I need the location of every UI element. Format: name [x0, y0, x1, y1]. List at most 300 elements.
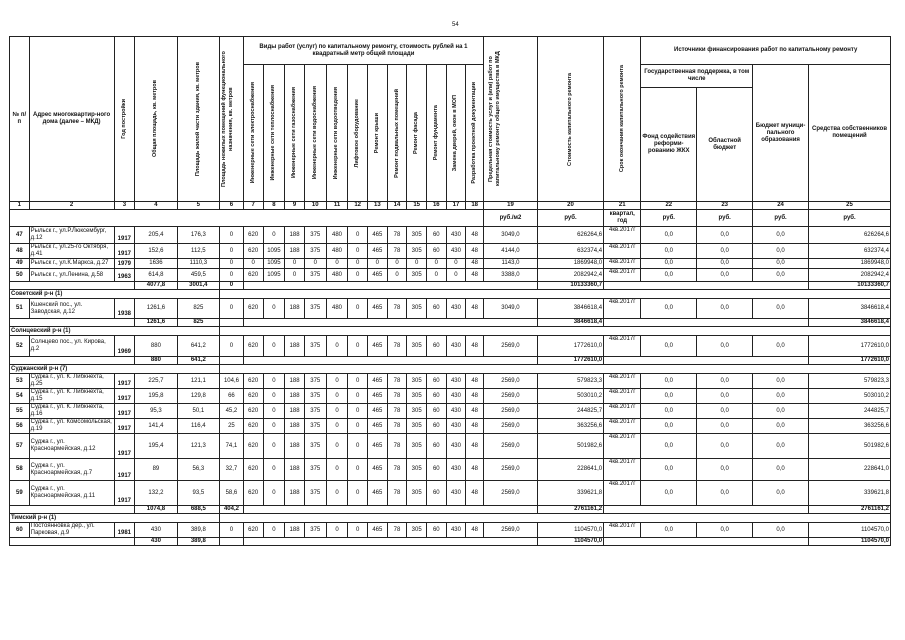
row-address: Суджа г., ул. К. Либкнехта, д.15 — [29, 389, 114, 404]
row-fund: 0,0 — [641, 404, 697, 419]
row-work-cost-10: 430 — [446, 227, 466, 244]
row-work-cost-5: 0 — [348, 404, 368, 419]
row-owners: 626264,6 — [809, 227, 891, 244]
row-work-cost-10: 430 — [446, 459, 466, 481]
row-max-cost: 2569,0 — [484, 374, 538, 389]
row-work-cost-0: 620 — [243, 244, 263, 259]
column-number: 9 — [285, 202, 305, 210]
row-work-cost-9: 60 — [426, 434, 446, 459]
row-work-cost-10: 430 — [446, 374, 466, 389]
row-total-area: 152,6 — [135, 244, 177, 259]
subtotal-works-spacer — [243, 282, 537, 290]
row-number: 57 — [10, 434, 30, 459]
row-number: 49 — [10, 259, 30, 269]
subtotal-spacer — [10, 319, 135, 327]
row-work-cost-0: 620 — [243, 299, 263, 319]
row-work-cost-10: 430 — [446, 389, 466, 404]
row-deadline: 4кв.2017г — [604, 259, 641, 269]
row-max-cost: 2569,0 — [484, 336, 538, 357]
column-number: 19 — [484, 202, 538, 210]
table-row — [10, 299, 891, 319]
row-living-area: 56,3 — [177, 459, 219, 481]
row-max-cost: 2569,0 — [484, 459, 538, 481]
row-total-area: 1261,6 — [135, 299, 177, 319]
row-work-cost-3: 375 — [304, 434, 326, 459]
row-max-cost: 3049,0 — [484, 227, 538, 244]
header-work-11: Разработка проектной документации — [471, 82, 478, 184]
row-year: 1981 — [114, 523, 135, 538]
row-nonres-area: 0 — [220, 259, 244, 269]
section-spacer — [220, 290, 891, 299]
row-municipal: 0,0 — [753, 244, 809, 259]
header-work-0-cell — [243, 65, 263, 202]
row-work-cost-8: 305 — [407, 404, 427, 419]
subtotal-total-area: 1074,8 — [135, 506, 177, 514]
header-row-1 — [10, 37, 891, 65]
row-work-cost-8: 305 — [407, 419, 427, 434]
row-fund: 0,0 — [641, 389, 697, 404]
row-total-area: 195,8 — [135, 389, 177, 404]
row-living-area: 112,5 — [177, 244, 219, 259]
row-work-cost-0: 620 — [243, 227, 263, 244]
subtotal-total-area: 4077,8 — [135, 282, 177, 290]
header-municipal: Бюджет муници-пального образования — [753, 65, 809, 202]
subtotal-living-area: 688,5 — [177, 506, 219, 514]
column-number: 15 — [407, 202, 427, 210]
row-work-cost-6: 465 — [368, 374, 388, 389]
row-work-cost-2: 188 — [285, 389, 305, 404]
column-number: 16 — [426, 202, 446, 210]
row-nonres-area: 32,7 — [220, 459, 244, 481]
row-year: 1917 — [114, 419, 135, 434]
subtotal-living-area: 825 — [177, 319, 219, 327]
row-work-cost-0: 620 — [243, 434, 263, 459]
row-work-cost-11: 48 — [466, 259, 484, 269]
row-regional: 0,0 — [697, 481, 753, 506]
row-work-cost-10: 430 — [446, 481, 466, 506]
row-living-area: 176,3 — [177, 227, 219, 244]
row-work-cost-5: 0 — [348, 481, 368, 506]
row-fund: 0,0 — [641, 244, 697, 259]
header-work-7-cell — [387, 65, 407, 202]
row-fund: 0,0 — [641, 481, 697, 506]
row-address: Солнцево пос., ул. Кирова, д.2 — [29, 336, 114, 357]
subtotal-spacer — [10, 506, 135, 514]
row-owners: 228641,0 — [809, 459, 891, 481]
row-repair-cost: 626264,6 — [537, 227, 603, 244]
row-deadline: 4кв.2017г — [604, 523, 641, 538]
row-address: Суджа г., ул. Красноармейская, д.7 — [29, 459, 114, 481]
row-work-cost-8: 305 — [407, 299, 427, 319]
row-work-cost-2: 0 — [285, 259, 305, 269]
subtotal-row — [10, 282, 891, 290]
row-repair-cost: 501982,6 — [537, 434, 603, 459]
row-deadline: 4кв.2017г — [604, 389, 641, 404]
header-work-5: Лифтовое оборудование — [354, 98, 361, 168]
row-work-cost-11: 48 — [466, 523, 484, 538]
row-owners: 503010,2 — [809, 389, 891, 404]
row-work-cost-4: 480 — [326, 227, 348, 244]
row-work-cost-9: 0 — [426, 269, 446, 282]
header-num: № п/п — [10, 37, 30, 202]
row-work-cost-4: 0 — [326, 374, 348, 389]
row-total-area: 195,4 — [135, 434, 177, 459]
row-total-area: 205,4 — [135, 227, 177, 244]
row-nonres-area: 0 — [220, 523, 244, 538]
row-work-cost-11: 48 — [466, 389, 484, 404]
row-nonres-area: 0 — [220, 269, 244, 282]
row-work-cost-0: 620 — [243, 523, 263, 538]
unit-rub-24: руб. — [753, 210, 809, 227]
row-work-cost-3: 375 — [304, 523, 326, 538]
row-year: 1917 — [114, 389, 135, 404]
subtotal-funding-spacer — [604, 319, 809, 327]
row-work-cost-4: 0 — [326, 389, 348, 404]
row-work-cost-9: 60 — [426, 404, 446, 419]
row-work-cost-2: 188 — [285, 419, 305, 434]
row-max-cost: 3388,0 — [484, 269, 538, 282]
page-number: 54 — [452, 22, 459, 28]
row-work-cost-5: 0 — [348, 374, 368, 389]
table-row — [10, 269, 891, 282]
row-work-cost-4: 0 — [326, 523, 348, 538]
row-living-area: 1110,3 — [177, 259, 219, 269]
row-work-cost-0: 620 — [243, 269, 263, 282]
row-work-cost-6: 465 — [368, 269, 388, 282]
row-work-cost-4: 0 — [326, 336, 348, 357]
column-number: 24 — [753, 202, 809, 210]
row-fund: 0,0 — [641, 259, 697, 269]
subtotal-owners: 2761161,2 — [809, 506, 891, 514]
row-work-cost-8: 305 — [407, 523, 427, 538]
row-fund: 0,0 — [641, 227, 697, 244]
subtotal-repair-cost: 1104570,0 — [537, 538, 603, 546]
row-municipal: 0,0 — [753, 374, 809, 389]
row-work-cost-0: 620 — [243, 481, 263, 506]
row-municipal: 0,0 — [753, 459, 809, 481]
row-work-cost-11: 48 — [466, 419, 484, 434]
row-work-cost-3: 375 — [304, 269, 326, 282]
row-work-cost-4: 480 — [326, 299, 348, 319]
row-work-cost-1: 0 — [263, 459, 285, 481]
row-work-cost-6: 465 — [368, 434, 388, 459]
row-work-cost-8: 305 — [407, 336, 427, 357]
row-living-area: 389,8 — [177, 523, 219, 538]
column-number: 1 — [10, 202, 30, 210]
subtotal-repair-cost: 10133360,7 — [537, 282, 603, 290]
header-work-8: Ремонт фасада — [413, 111, 420, 155]
row-work-cost-1: 1095 — [263, 244, 285, 259]
row-work-cost-6: 465 — [368, 227, 388, 244]
row-work-cost-3: 375 — [304, 244, 326, 259]
header-works-group: Виды работ (услуг) по капитальному ремонту, стоимость рублей на 1 квадратный метр общей площади — [243, 37, 483, 65]
row-number: 54 — [10, 389, 30, 404]
column-numbers-row — [10, 202, 891, 210]
row-work-cost-1: 0 — [263, 389, 285, 404]
row-living-area: 93,5 — [177, 481, 219, 506]
row-work-cost-5: 0 — [348, 269, 368, 282]
column-number: 11 — [326, 202, 348, 210]
row-year: 1963 — [114, 269, 135, 282]
row-work-cost-2: 188 — [285, 434, 305, 459]
row-owners: 244825,7 — [809, 404, 891, 419]
row-work-cost-3: 375 — [304, 374, 326, 389]
row-work-cost-6: 465 — [368, 459, 388, 481]
row-regional: 0,0 — [697, 244, 753, 259]
row-municipal: 0,0 — [753, 227, 809, 244]
section-title: Тимский р-н (1) — [10, 514, 220, 523]
row-municipal: 0,0 — [753, 523, 809, 538]
section-spacer — [220, 365, 891, 374]
row-work-cost-5: 0 — [348, 259, 368, 269]
header-living-area-cell — [177, 37, 219, 202]
row-number: 60 — [10, 523, 30, 538]
header-work-9: Ремонт фундамента — [432, 105, 439, 161]
row-work-cost-10: 430 — [446, 299, 466, 319]
row-work-cost-5: 0 — [348, 434, 368, 459]
section-spacer — [220, 514, 891, 523]
row-living-area: 121,1 — [177, 374, 219, 389]
row-work-cost-2: 188 — [285, 481, 305, 506]
table-body — [10, 37, 891, 546]
subtotal-owners: 3846618,4 — [809, 319, 891, 327]
row-address: Рыльск г., ул.Ленина, д.58 — [29, 269, 114, 282]
row-regional: 0,0 — [697, 269, 753, 282]
row-address: Постоянновка дер., ул. Парковая, д.9 — [29, 523, 114, 538]
row-work-cost-5: 0 — [348, 523, 368, 538]
subtotal-living-area: 641,2 — [177, 357, 219, 365]
row-owners: 1869948,0 — [809, 259, 891, 269]
row-work-cost-1: 0 — [263, 481, 285, 506]
row-work-cost-9: 60 — [426, 299, 446, 319]
row-regional: 0,0 — [697, 374, 753, 389]
row-work-cost-6: 465 — [368, 419, 388, 434]
row-living-area: 116,4 — [177, 419, 219, 434]
subtotal-works-spacer — [243, 538, 537, 546]
row-total-area: 141,4 — [135, 419, 177, 434]
row-work-cost-7: 78 — [387, 419, 407, 434]
row-work-cost-1: 1095 — [263, 269, 285, 282]
row-nonres-area: 0 — [220, 244, 244, 259]
row-address: Рыльск г., ул.25-го Октября, д.41 — [29, 244, 114, 259]
subtotal-repair-cost: 1772610,0 — [537, 357, 603, 365]
row-work-cost-8: 0 — [407, 259, 427, 269]
row-municipal: 0,0 — [753, 419, 809, 434]
row-work-cost-5: 0 — [348, 419, 368, 434]
row-work-cost-11: 48 — [466, 481, 484, 506]
header-year-cell — [114, 37, 135, 202]
row-year: 1917 — [114, 459, 135, 481]
row-work-cost-10: 430 — [446, 244, 466, 259]
row-work-cost-2: 188 — [285, 404, 305, 419]
header-work-2: Инженерные сети газоснабжения — [291, 87, 298, 179]
row-nonres-area: 25 — [220, 419, 244, 434]
row-work-cost-9: 60 — [426, 459, 446, 481]
header-work-3: Инженерные сети водоснабжения — [311, 86, 318, 180]
row-work-cost-6: 0 — [368, 259, 388, 269]
row-work-cost-9: 0 — [426, 259, 446, 269]
header-repair-cost-cell — [537, 37, 603, 202]
row-work-cost-5: 0 — [348, 459, 368, 481]
row-work-cost-1: 0 — [263, 404, 285, 419]
header-work-1-cell — [263, 65, 285, 202]
row-work-cost-6: 465 — [368, 336, 388, 357]
table-row — [10, 374, 891, 389]
row-work-cost-11: 48 — [466, 434, 484, 459]
row-municipal: 0,0 — [753, 259, 809, 269]
row-nonres-area: 0 — [220, 336, 244, 357]
row-work-cost-9: 60 — [426, 227, 446, 244]
row-work-cost-4: 480 — [326, 244, 348, 259]
row-address: Рыльск г., ул.К.Маркса, д.27 — [29, 259, 114, 269]
header-fund: Фонд содействия реформи-рованию ЖКХ — [641, 88, 697, 202]
row-work-cost-2: 188 — [285, 336, 305, 357]
subtotal-row — [10, 357, 891, 365]
row-work-cost-7: 78 — [387, 389, 407, 404]
row-regional: 0,0 — [697, 404, 753, 419]
header-work-10: Замена дверей, окон в МОП — [452, 94, 459, 172]
row-work-cost-5: 0 — [348, 389, 368, 404]
row-work-cost-10: 0 — [446, 269, 466, 282]
subtotal-works-spacer — [243, 319, 537, 327]
subtotal-nonres-area: 0 — [220, 282, 244, 290]
units-row — [10, 210, 891, 227]
row-work-cost-2: 188 — [285, 523, 305, 538]
subtotal-total-area: 430 — [135, 538, 177, 546]
row-number: 51 — [10, 299, 30, 319]
row-nonres-area: 66 — [220, 389, 244, 404]
header-work-6-cell — [368, 65, 388, 202]
column-number: 25 — [809, 202, 891, 210]
row-work-cost-4: 0 — [326, 434, 348, 459]
row-owners: 632374,4 — [809, 244, 891, 259]
row-work-cost-9: 60 — [426, 523, 446, 538]
row-municipal: 0,0 — [753, 299, 809, 319]
header-repair-cost: Стоимость капитального ремонта — [566, 72, 573, 166]
row-regional: 0,0 — [697, 259, 753, 269]
table-row — [10, 244, 891, 259]
row-owners: 363256,6 — [809, 419, 891, 434]
table-row — [10, 404, 891, 419]
row-year: 1917 — [114, 434, 135, 459]
table-row — [10, 434, 891, 459]
row-nonres-area: 45,2 — [220, 404, 244, 419]
row-work-cost-3: 375 — [304, 404, 326, 419]
row-work-cost-2: 0 — [285, 269, 305, 282]
row-deadline: 4кв.2017г — [604, 299, 641, 319]
header-work-1: Инженерные сети теплоснабжения — [270, 85, 277, 181]
row-work-cost-4: 480 — [326, 269, 348, 282]
row-address: Суджа г., ул. Комсомольская, д.19 — [29, 419, 114, 434]
row-repair-cost: 579823,3 — [537, 374, 603, 389]
header-deadline-cell — [604, 37, 641, 202]
subtotal-nonres-area — [220, 357, 244, 365]
subtotal-total-area: 880 — [135, 357, 177, 365]
row-work-cost-7: 78 — [387, 336, 407, 357]
row-number: 55 — [10, 404, 30, 419]
row-repair-cost: 363256,6 — [537, 419, 603, 434]
row-repair-cost: 1869948,0 — [537, 259, 603, 269]
row-owners: 2082942,4 — [809, 269, 891, 282]
row-address: Суджа г., ул. Красноармейская, д.11 — [29, 481, 114, 506]
row-work-cost-11: 48 — [466, 374, 484, 389]
row-municipal: 0,0 — [753, 404, 809, 419]
row-repair-cost: 3846618,4 — [537, 299, 603, 319]
subtotal-repair-cost: 2761161,2 — [537, 506, 603, 514]
row-max-cost: 3049,0 — [484, 299, 538, 319]
row-work-cost-5: 0 — [348, 336, 368, 357]
header-living-area: Площадь жилой части здания, кв. метров — [194, 61, 201, 177]
row-regional: 0,0 — [697, 523, 753, 538]
column-number: 20 — [537, 202, 603, 210]
subtotal-total-area: 1261,6 — [135, 319, 177, 327]
row-max-cost: 2569,0 — [484, 523, 538, 538]
subtotal-row — [10, 319, 891, 327]
row-work-cost-0: 620 — [243, 404, 263, 419]
row-nonres-area: 74,1 — [220, 434, 244, 459]
row-max-cost: 2569,0 — [484, 404, 538, 419]
row-number: 48 — [10, 244, 30, 259]
header-funding-group: Источники финансирования работ по капитальному ремонту — [641, 37, 891, 65]
section-spacer — [220, 327, 891, 336]
row-deadline: 4кв.2017г — [604, 244, 641, 259]
row-number: 53 — [10, 374, 30, 389]
row-regional: 0,0 — [697, 419, 753, 434]
header-work-3-cell — [304, 65, 326, 202]
header-max-cost: Предельная стоимость услуг и (или) работ по капитальному ремонту общего имущества в МКД — [488, 51, 502, 187]
row-municipal: 0,0 — [753, 389, 809, 404]
table-row — [10, 523, 891, 538]
row-work-cost-3: 375 — [304, 459, 326, 481]
row-work-cost-10: 430 — [446, 434, 466, 459]
row-work-cost-6: 465 — [368, 389, 388, 404]
row-deadline: 4кв.2017г — [604, 481, 641, 506]
row-deadline: 4кв.2017г — [604, 419, 641, 434]
row-work-cost-9: 60 — [426, 374, 446, 389]
row-work-cost-11: 48 — [466, 404, 484, 419]
row-total-area: 614,8 — [135, 269, 177, 282]
unit-rub-22: руб. — [641, 210, 697, 227]
subtotal-funding-spacer — [604, 506, 809, 514]
row-work-cost-11: 48 — [466, 459, 484, 481]
row-work-cost-9: 60 — [426, 244, 446, 259]
row-work-cost-0: 620 — [243, 419, 263, 434]
header-work-6: Ремонт крыши — [373, 112, 380, 154]
row-living-area: 825 — [177, 299, 219, 319]
row-work-cost-11: 48 — [466, 227, 484, 244]
row-work-cost-0: 0 — [243, 259, 263, 269]
row-repair-cost: 2082942,4 — [537, 269, 603, 282]
header-deadline: Срок окончания капитального ремонта — [618, 65, 625, 173]
subtotal-row — [10, 538, 891, 546]
column-number: 14 — [387, 202, 407, 210]
row-work-cost-10: 430 — [446, 419, 466, 434]
subtotal-living-area: 3001,4 — [177, 282, 219, 290]
row-nonres-area: 0 — [220, 299, 244, 319]
row-work-cost-0: 620 — [243, 389, 263, 404]
subtotal-repair-cost: 3846618,4 — [537, 319, 603, 327]
unit-rub-25: руб. — [809, 210, 891, 227]
row-number: 50 — [10, 269, 30, 282]
row-deadline: 4кв.2017г — [604, 434, 641, 459]
row-fund: 0,0 — [641, 299, 697, 319]
row-work-cost-7: 78 — [387, 374, 407, 389]
column-number: 21 — [604, 202, 641, 210]
subtotal-funding-spacer — [604, 538, 809, 546]
row-total-area: 430 — [135, 523, 177, 538]
row-work-cost-11: 48 — [466, 269, 484, 282]
row-address: Суджа г., ул. Красноармейская, д.12 — [29, 434, 114, 459]
